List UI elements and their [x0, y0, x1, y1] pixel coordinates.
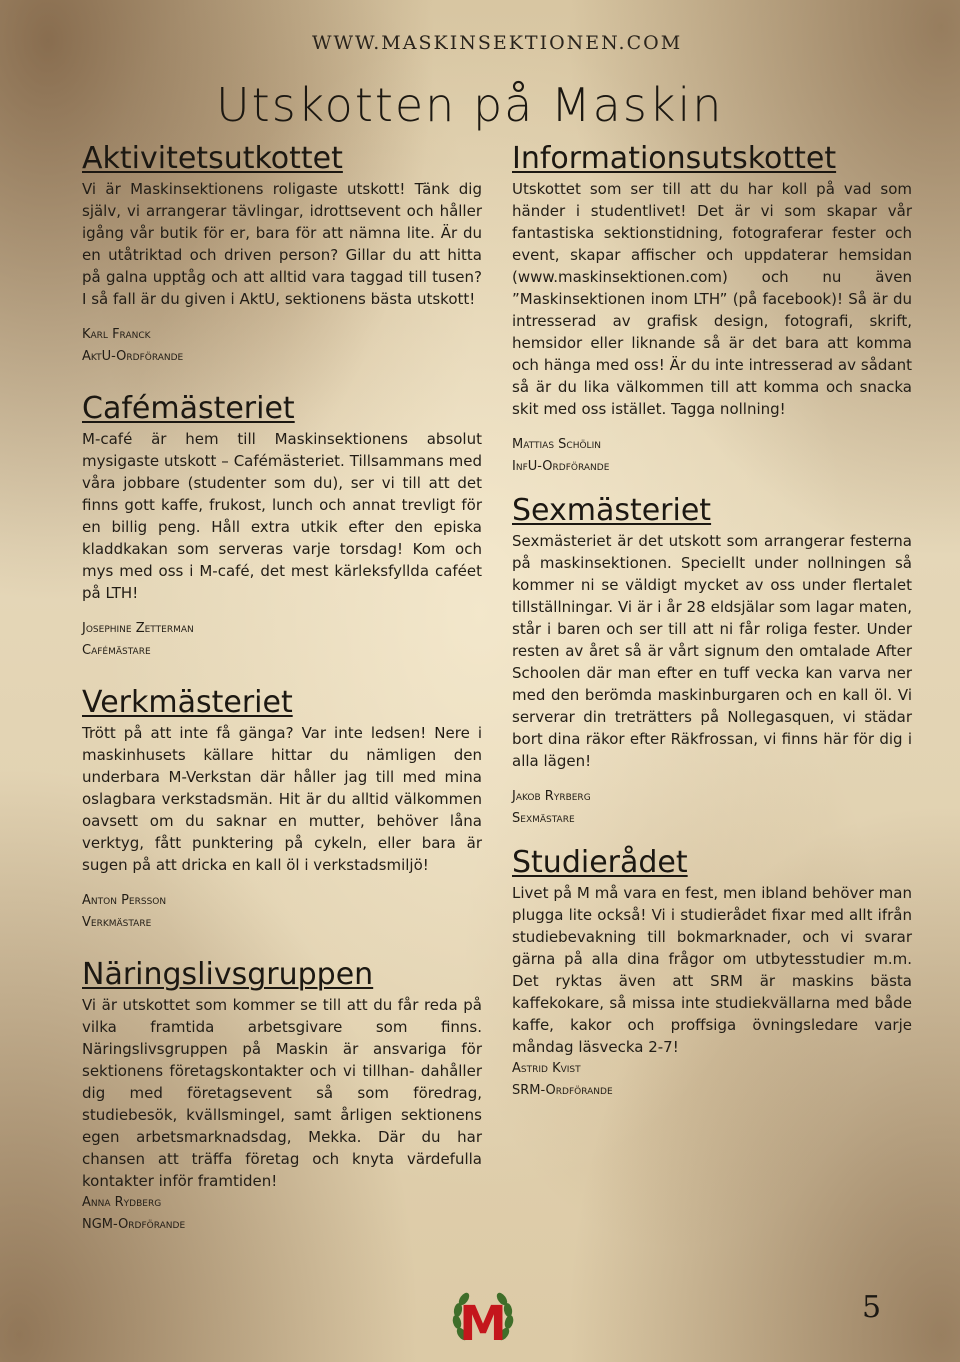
section-heading: Aktivitetsutkottet: [82, 141, 343, 176]
signature-name: Mattias Schölin: [512, 437, 601, 452]
section-aktivitetsutskottet: [82, 140, 482, 368]
section-studieradet: [512, 844, 912, 1102]
section-heading: Verkmästeriet: [82, 685, 293, 720]
page-number: 5: [862, 1290, 882, 1325]
section-body: Sexmästeriet är det utskott som arrangerar festerna på maskinsektionen. Speciellt under nollningen så kommer ni se väldigt mycket av oss under flertalet tillställningar. Vi är i år 28 eldsjälar som lagar maten, står i baren och ser till att ni får roliga fester. Under resten av året så är vårt signum den omtalade After Schoolen där man efter en tuff vecka kan varva ner med den berömda maskinburgaren och en kall öl. Vi serverar din treträtters på Nollegasquen, vi städar bort dina räkor efter Räkfrossan, vi finns här för dig i alla lägen!: [512, 532, 912, 770]
signature-name: Karl Franck: [82, 327, 151, 342]
section-body: M-café är hem till Maskinsektionens absolut mysigaste utskott – Cafémästeriet. Tillsammans med våra jobbare (studenter som du), ser vi till att det finns gott kaffe, frukost, lunch och annat trevligt för en billig peng. Håll extra utkik efter den episka kladdkakan som serveras varje torsdag! Kom och mys med oss i M-café, det mest kärleksfyllda caféet på LTH!: [82, 430, 482, 602]
maskin-logo: [448, 1284, 518, 1354]
section-cafemasteriet: [82, 390, 482, 662]
website-url: WWW.MASKINSEKTIONEN.COM: [312, 32, 683, 54]
page-title: Utskotten på Maskin: [216, 78, 724, 132]
logo-letter: M: [459, 1296, 507, 1352]
signature-role: Cafémästare: [82, 643, 151, 658]
laurel-m-icon: [448, 1284, 518, 1354]
section-informationsutskottet: [512, 140, 912, 478]
signature-role: Sexmästare: [512, 811, 575, 826]
signature-name: Jakob Ryrberg: [512, 789, 591, 804]
signature-name: Anton Persson: [82, 893, 167, 908]
section-body: Utskottet som ser till att du har koll på vad som händer i studentlivet! Det är vi som skapar vår fantastiska sektionstidning, fotograferar fester och event, skapar affischer och uppdaterar hemsidan (www.maskinsektionen.com) och nu även ”Maskinsektionen inom LTH” (på facebook)! Så är du intresserad av grafisk design, fotografi, skrift, hemsidor eller liknande så är det bara att komma och hänga med oss! Är du inte intresserad av sådant så är du lika välkommen till att komma och snacka skit med oss istället. Tagga nollning!: [512, 180, 912, 418]
signature-name: Anna Rydberg: [82, 1195, 162, 1210]
left-column: [82, 140, 482, 1236]
section-verkmasteriet: [82, 684, 482, 934]
section-body: Vi är Maskinsektionens roligaste utskott! Tänk dig själv, vi arrangerar tävlingar, idrottsevent och håller igång vår butik för er, bara för att nämna lite. Är du en utåtriktad och driven person? Gillar du att hitta på galna upptåg och att alltid vara taggad till tusen? I så fall är du given i AktU, sektionens bästa utskott!: [82, 180, 482, 308]
signature-name: Josephine Zetterman: [82, 621, 194, 636]
section-sexmasteriet: [512, 492, 912, 830]
signature-role: AktU-Ordförande: [82, 349, 184, 364]
signature-role: SRM-Ordförande: [512, 1083, 613, 1098]
signature-role: Verkmästare: [82, 915, 152, 930]
signature-name: Astrid Kvist: [512, 1061, 581, 1076]
section-body: Vi är utskottet som kommer se till att du får reda på vilka framtida arbetsgivare som finns. Näringslivsgruppen på Maskin är ansvariga för sektionens företagskontakter och vi tillhan- dahåller dig med företagsevent så som föredrag, studiebesök, kvällsmingel, samt årligen sektionens egen arbetsmarknadsdag, Mekka. Där du har chansen att träffa företag och knyta värdefulla kontakter inför framtiden!: [82, 996, 482, 1190]
section-heading: Studierådet: [512, 845, 688, 880]
section-heading: Informationsutskottet: [512, 141, 837, 176]
section-body: Trött på att inte få gänga? Var inte ledsen! Nere i maskinhusets källare hittar du nämligen den underbara M-Verkstan där håller jag till med mina oslagbara verkstadsmän. Hit är du alltid välkommen oavsett om du saknar en mutter, behöver låna verktyg, fått punktering på cykeln, eller bara är sugen på att dricka en kall öl i verkstadsmiljö!: [82, 724, 482, 874]
section-body: Livet på M må vara en fest, men ibland behöver man plugga lite också! Vi i studierådet fixar med allt ifrån studiebevakning till bokmarknader, och vi svarar gärna på alla dina frågor om utbytesstudier m.m. Det ryktas även att SRM är maskins bästa kaffekokare, så missa inte studiekvällarna med både kaffe, kakor och proffsiga övningsledare varje måndag läsvecka 2-7!: [512, 884, 912, 1056]
section-naringslivsgruppen: [82, 956, 482, 1236]
signature-role: InfU-Ordförande: [512, 459, 610, 474]
section-heading: Näringslivsgruppen: [82, 957, 374, 992]
section-heading: Sexmästeriet: [512, 493, 712, 528]
right-column: [512, 140, 912, 1102]
signature-role: NGM-Ordförande: [82, 1217, 186, 1232]
section-heading: Cafémästeriet: [82, 391, 295, 426]
